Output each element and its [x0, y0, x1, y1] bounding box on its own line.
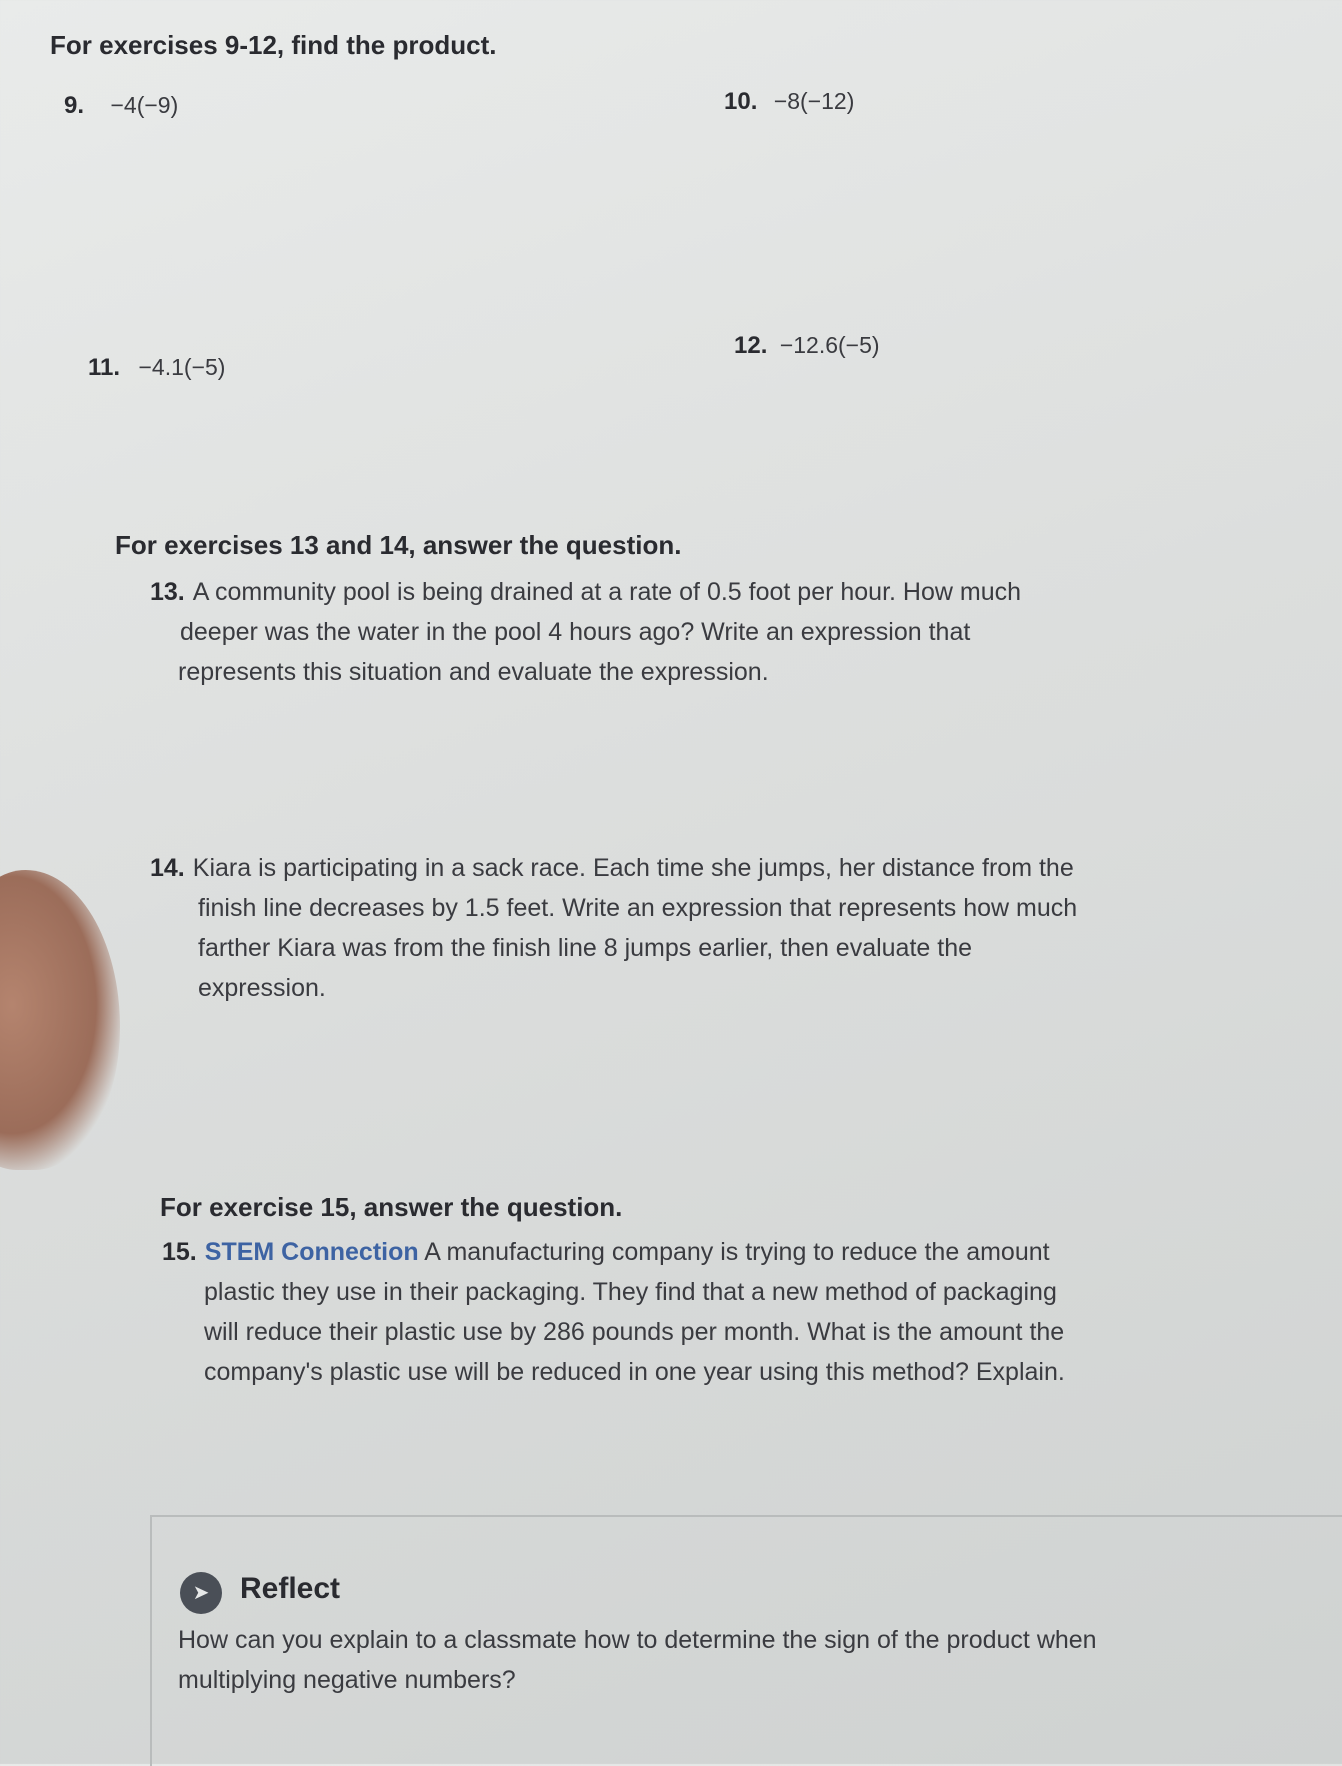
exercise-13-line-2: deeper was the water in the pool 4 hours ago? Write an expression that	[180, 618, 971, 646]
exercise-number: 10.	[724, 88, 758, 115]
exercise-number: 12.	[734, 332, 768, 359]
reflect-icon: ➤	[180, 1572, 222, 1614]
section-heading-13-14: For exercises 13 and 14, answer the question.	[115, 530, 682, 560]
exercise-expression: −8(−12)	[773, 88, 855, 114]
reflect-line-2: multiplying negative numbers?	[178, 1666, 516, 1694]
exercise-14-line-2: finish line decreases by 1.5 feet. Write an expression that represents how much	[198, 894, 1078, 922]
exercise-14-line-3: farther Kiara was from the finish line 8 jumps earlier, then evaluate the	[198, 934, 973, 962]
exercise-15-line-2: plastic they use in their packaging. They find that a new method of packaging	[204, 1278, 1057, 1306]
reflect-title: Reflect	[240, 1572, 341, 1605]
exercise-number: 15.	[162, 1238, 197, 1266]
exercise-number: 11.	[88, 354, 121, 381]
exercise-12	[734, 332, 880, 360]
exercise-number: 14.	[150, 854, 185, 882]
exercise-9	[64, 92, 178, 120]
reflect-line-1: How can you explain to a classmate how to determine the sign of the product when	[178, 1626, 1097, 1654]
exercise-13	[150, 572, 1021, 692]
stem-connection-label: STEM Connection	[204, 1238, 419, 1266]
exercise-15	[162, 1232, 1065, 1392]
section-heading-9-12: For exercises 9-12, find the product.	[50, 30, 497, 60]
exercise-15-line-4: company's plastic use will be reduced in one year using this method? Explain.	[204, 1358, 1065, 1386]
exercise-expression: −12.6(−5)	[779, 332, 880, 358]
exercise-14	[150, 848, 1077, 1008]
reflect-question	[178, 1620, 1097, 1700]
exercise-13-line-1: 13. A community pool is being drained at a rate of 0.5 foot per hour. How much	[150, 578, 1022, 606]
exercise-14-line-1: 14. Kiara is participating in a sack race. Each time she jumps, her distance from the	[150, 854, 1074, 882]
exercise-expression: −4(−9)	[110, 92, 179, 118]
exercise-10	[724, 88, 854, 116]
exercise-number: 13.	[150, 578, 185, 606]
exercise-number: 9.	[64, 92, 85, 119]
exercise-13-line-3: represents this situation and evaluate the expression.	[178, 658, 769, 686]
section-heading-15: For exercise 15, answer the question.	[160, 1192, 623, 1222]
exercise-15-line-3: will reduce their plastic use by 286 pounds per month. What is the amount the	[204, 1318, 1065, 1346]
exercise-11	[88, 354, 225, 382]
thumb-shadow	[0, 870, 120, 1170]
exercise-expression: −4.1(−5)	[138, 354, 226, 380]
exercise-14-line-4: expression.	[198, 974, 326, 1002]
exercise-15-line-1: 15. STEM Connection A manufacturing company is trying to reduce the amount	[162, 1238, 1050, 1266]
